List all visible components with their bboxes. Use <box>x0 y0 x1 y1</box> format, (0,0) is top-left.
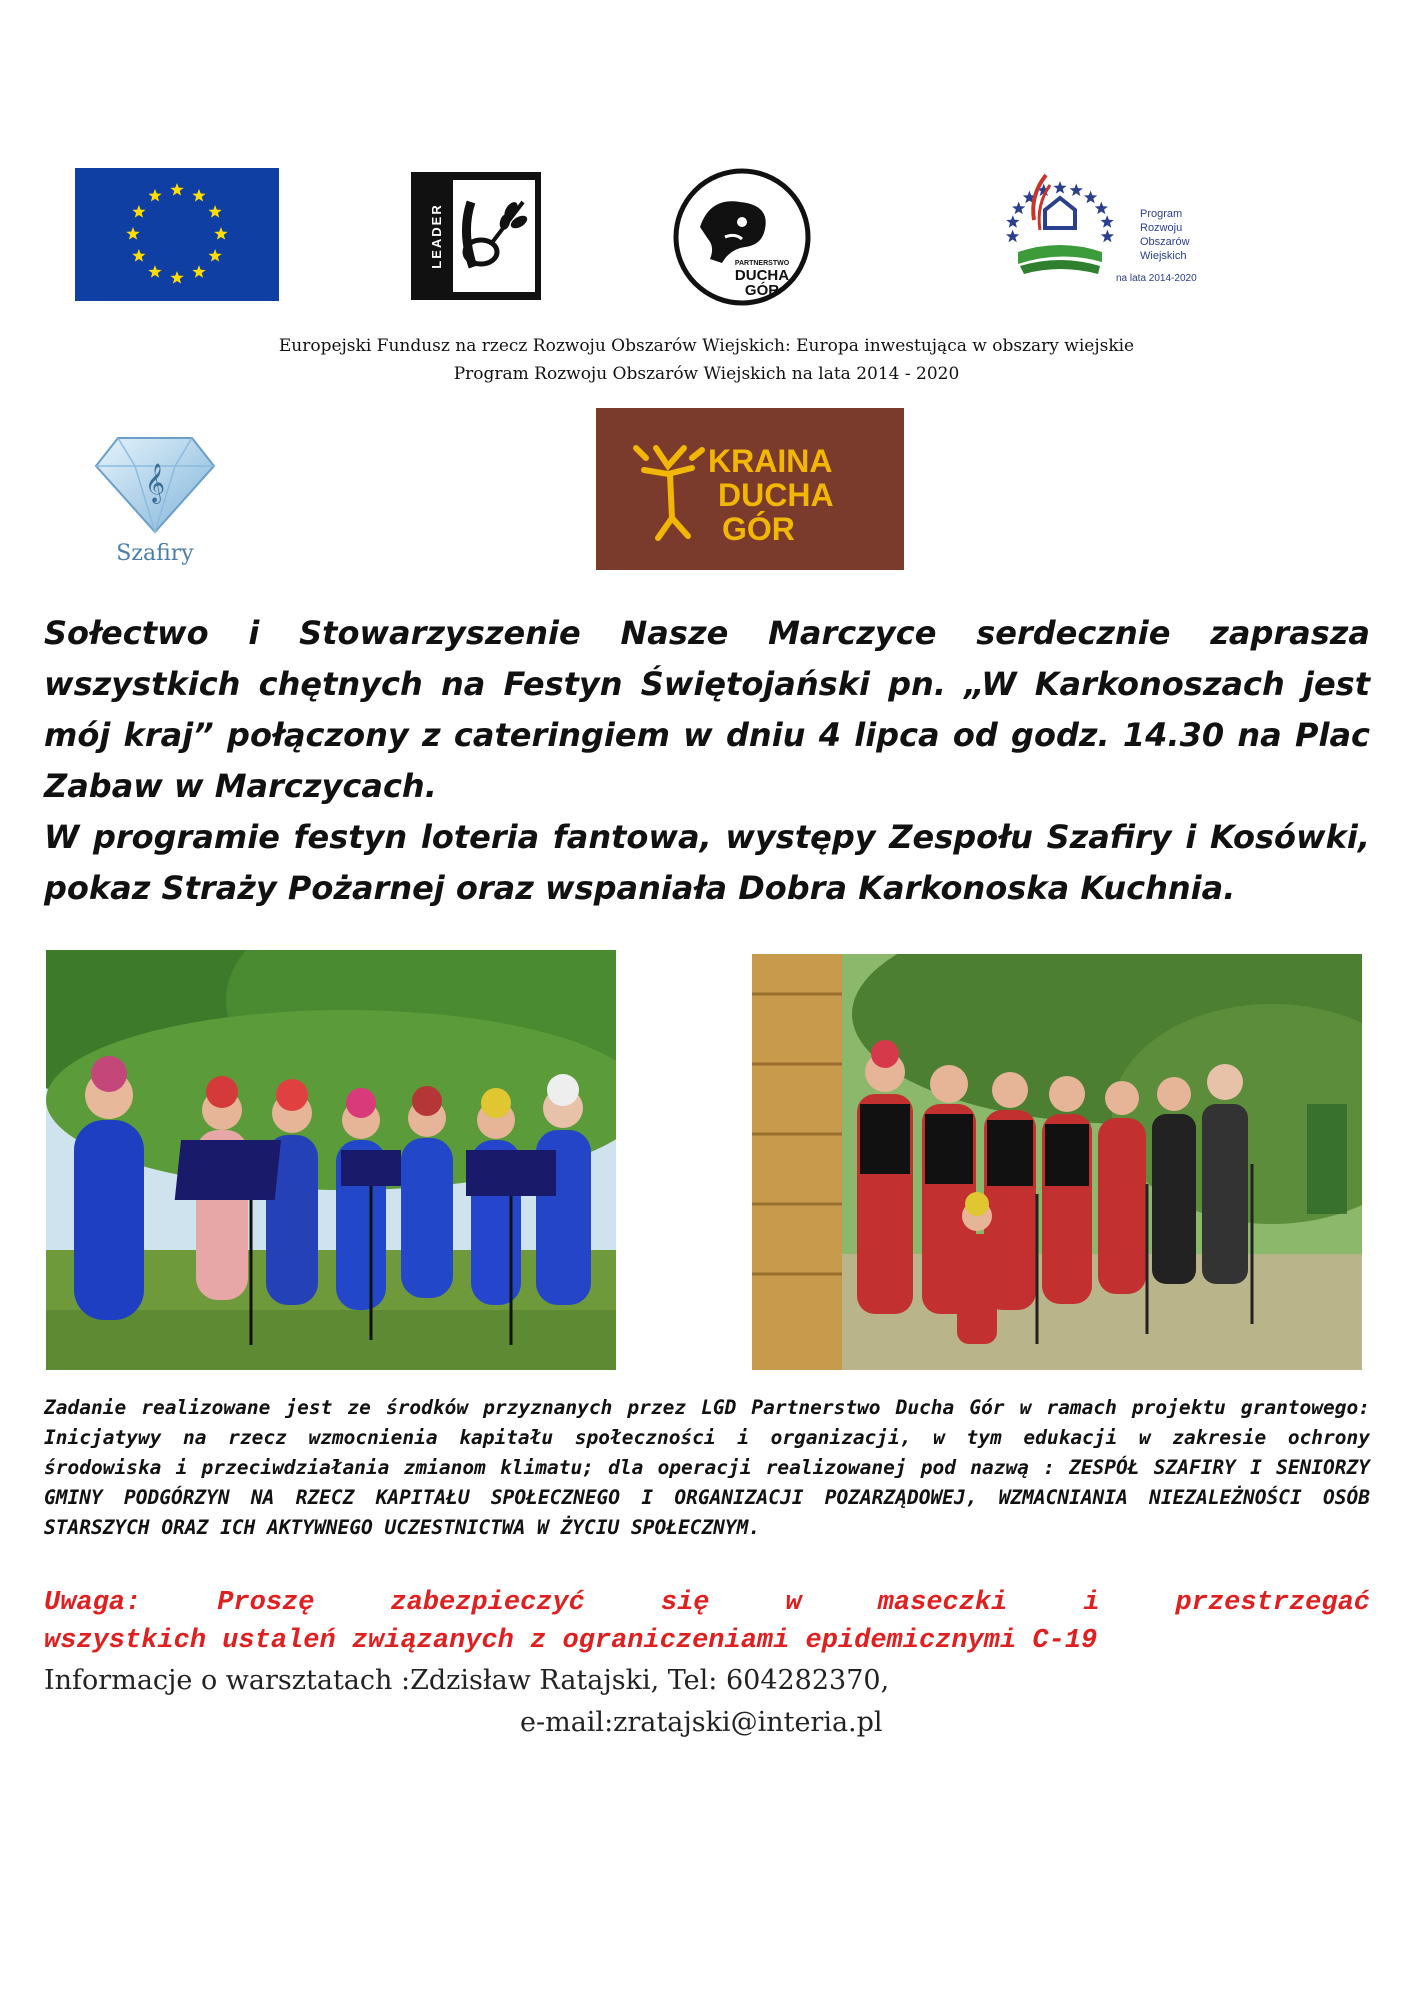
invitation-paragraph-1: Sołectwo i Stowarzyszenie Nasze Marczyce serdecznie zaprasza wszystkich chętnych na Festyn Świętojański pn. „W Karkonoszach jest mój kraj” połączony z cateringiem w dniu 4 lipca od godz. 14.30 na Plac Zabaw w Marczycach. <box>44 614 1370 805</box>
eu-star-icon <box>214 227 227 240</box>
prow-line4: Wiejskich <box>1140 250 1187 262</box>
eu-star-icon <box>170 271 183 284</box>
eu-star-icon <box>148 265 161 278</box>
eu-star-icon <box>192 265 205 278</box>
prow-star-icon <box>1101 230 1114 243</box>
pdg-line1: PARTNERSTWO <box>734 260 790 267</box>
eu-star-icon <box>208 249 221 262</box>
eu-caption-line1: Europejski Fundusz na rzecz Rozwoju Obszarów Wiejskich: Europa inwestująca w obszary wiejskie <box>278 336 1135 356</box>
invitation-text <box>44 608 1370 914</box>
photo-folk-ensemble <box>752 954 1362 1370</box>
szafiry-logo <box>90 432 220 572</box>
leader-text: LEADER <box>429 203 444 269</box>
invitation-paragraph-2: W programie festyn loteria fantowa, występy Zespołu Szafiry i Kosówki, pokaz Straży Pożarnej oraz wspaniała Dobra Karkonoska Kuchnia. <box>44 818 1370 907</box>
eu-star-icon <box>192 189 205 202</box>
szafiry-text: Szafiry <box>116 541 194 566</box>
eu-stars-icon <box>75 168 279 301</box>
prow-line5: na lata 2014-2020 <box>1116 273 1197 284</box>
eu-star-icon <box>126 227 139 240</box>
prow-star-icon <box>1084 191 1097 204</box>
covid-warning-line2: wszystkich ustaleń związanych z ograniczeniami epidemicznymi C-19 <box>44 1626 1098 1656</box>
eu-star-icon <box>148 189 161 202</box>
kraina-line3: GÓR <box>722 511 795 547</box>
prow-star-icon <box>1006 230 1019 243</box>
kraina-line2: DUCHA <box>718 477 834 513</box>
eu-star-icon <box>132 249 145 262</box>
eu-caption-line2: Program Rozwoju Obszarów Wiejskich na lata 2014 - 2020 <box>453 364 960 384</box>
pdg-line2: DUCHA <box>734 267 790 284</box>
prow-star-icon <box>1006 215 1019 228</box>
contact-email[interactable]: e-mail:zratajski@interia.pl <box>520 1707 883 1738</box>
contact-phone-line: Informacje o warsztatach :Zdzisław Ratajski, Tel: 604282370, <box>44 1665 890 1696</box>
covid-warning-line1: Uwaga: Proszę zabezpieczyć się w maseczki i przestrzegać <box>44 1588 1370 1618</box>
eu-star-icon <box>132 205 145 218</box>
eu-star-icon <box>170 183 183 196</box>
prow-logo <box>990 170 1212 288</box>
photo-szafiry-performance <box>46 950 616 1370</box>
covid-warning <box>44 1584 1370 1660</box>
kraina-ducha-gor-logo <box>596 408 904 570</box>
prow-line3: Obszarów <box>1140 236 1190 248</box>
prow-star-icon <box>1095 202 1108 215</box>
partnerstwo-ducha-gor-logo <box>670 167 814 308</box>
prow-line2: Rozwoju <box>1140 222 1183 234</box>
kraina-line1: KRAINA <box>708 443 833 479</box>
leader-logo <box>411 172 541 300</box>
prow-star-icon <box>1053 181 1066 194</box>
prow-star-icon <box>1012 202 1025 215</box>
prow-star-icon <box>1070 183 1083 196</box>
pdg-line3: GÓR <box>744 282 780 299</box>
treble-clef-icon: 𝄞 <box>144 463 166 503</box>
grant-info-text: Zadanie realizowane jest ze środków przyznanych przez LGD Partnerstwo Ducha Gór w ramach projektu grantowego: Inicjatywy na rzecz wzmocnienia kapitału społeczności i organizacji, w tym edukacji w zakresie ochrony środowiska i przeciwdziałania zmianom klimatu; dla operacji realizowanej pod nazwą : ZESPÓŁ SZAFIRY I SENIORZY GMINY PODGÓRZYN NA RZECZ KAPITAŁU SPOŁECZNEGO I ORGANIZACJI POZARZĄDOWEJ, WZMACNIANIA NIEZALEŻNOŚCI OSÓB STARSZYCH ORAZ ICH AKTYWNEGO UCZESTNICTWA W ŻYCIU SPOŁECZNYM. <box>44 1396 1370 1539</box>
eu-flag-logo <box>75 168 279 301</box>
eu-star-icon <box>208 205 221 218</box>
prow-line1: Program <box>1140 208 1183 220</box>
prow-star-icon <box>1100 215 1113 228</box>
